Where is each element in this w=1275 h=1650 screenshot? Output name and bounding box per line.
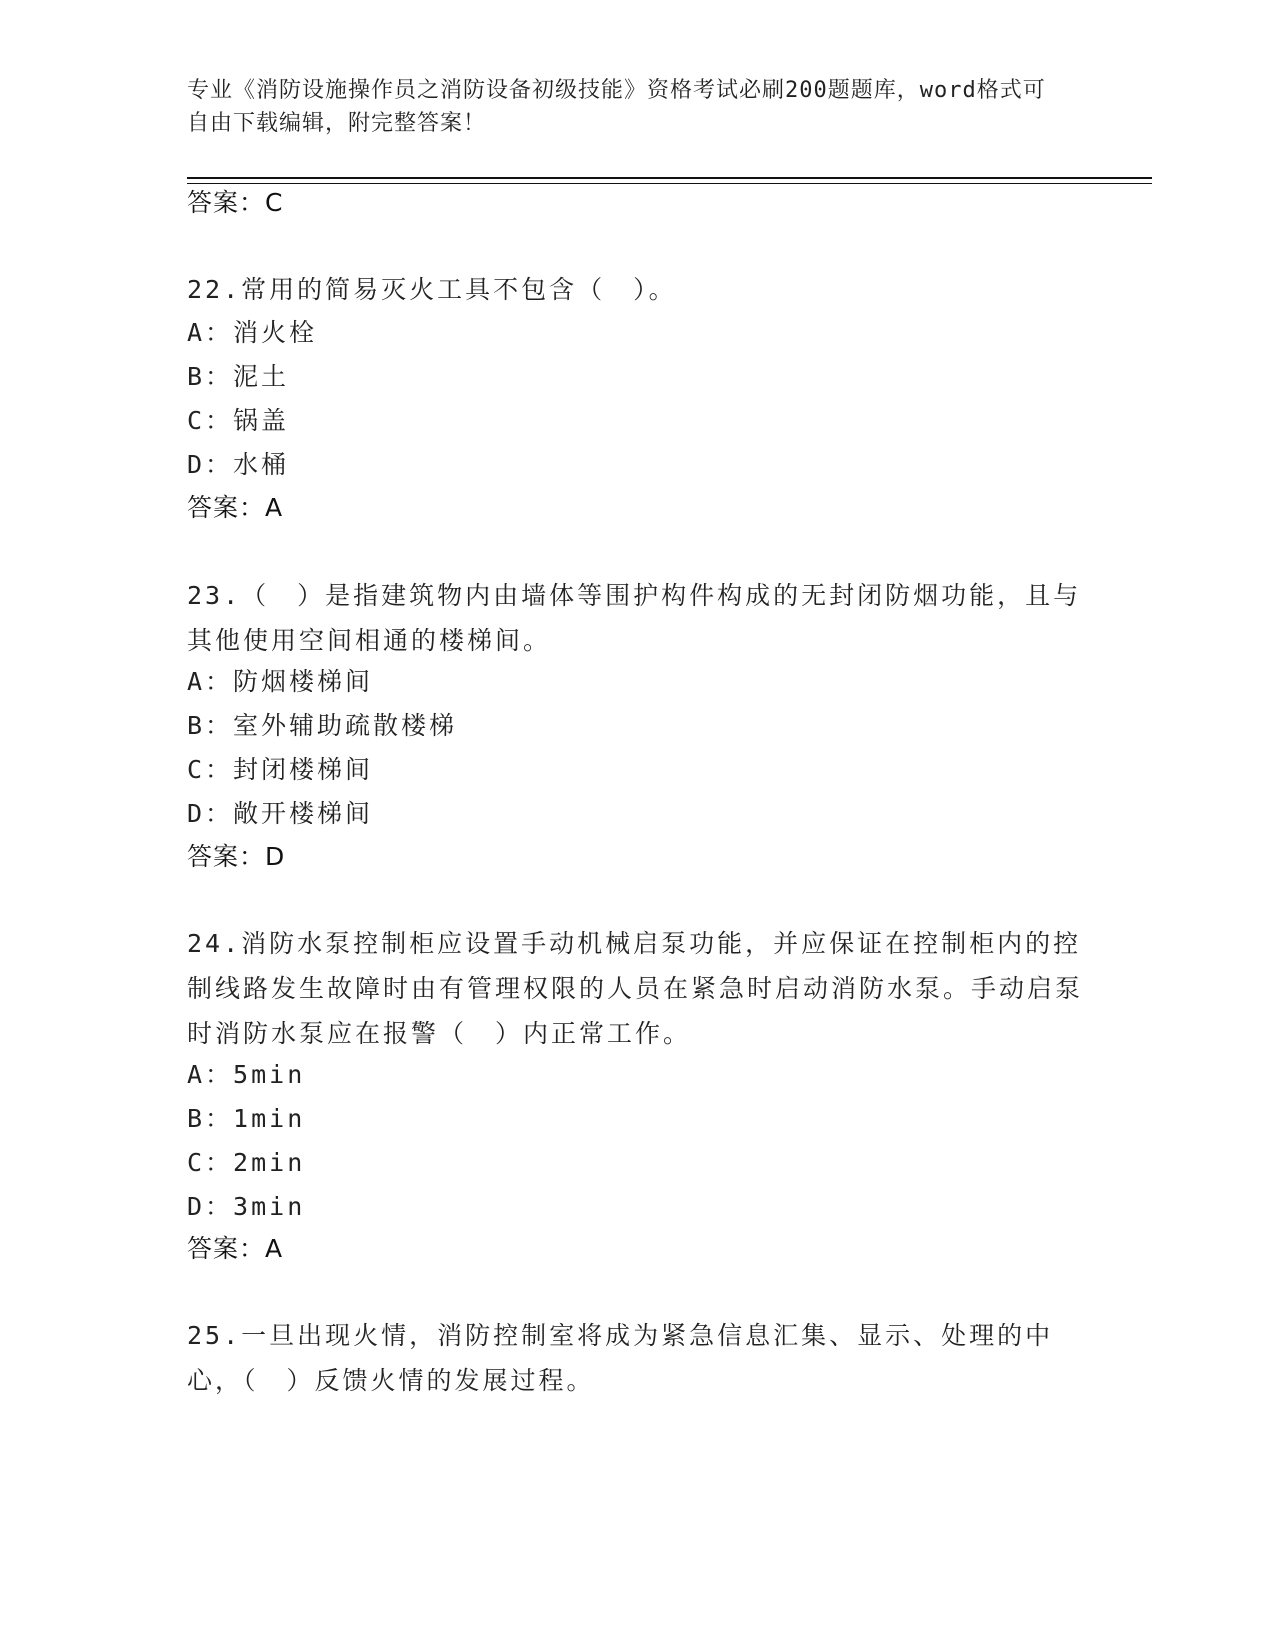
question-23: 23.（ ）是指建筑物内由墙体等围护构件构成的无封闭防烟功能，且与其他使用空间相通的楼梯间。 <box>187 581 1082 655</box>
document-intro: 专业《消防设施操作员之消防设备初级技能》资格考试必刷200题题库，word格式可自由下载编辑，附完整答案！ <box>187 78 1046 136</box>
question-22: 22.常用的简易灭火工具不包含（ ）。 <box>187 275 677 304</box>
q23-option-d: D：敞开楼梯间 <box>187 799 374 828</box>
q24-answer: 答案：A <box>187 1234 284 1263</box>
q24-option-c: C：2min <box>187 1148 306 1177</box>
q22-answer: 答案：A <box>187 493 284 522</box>
question-25: 25.一旦出现火情，消防控制室将成为紧急信息汇集、显示、处理的中心，（ ）反馈火情的发展过程。 <box>187 1321 1054 1395</box>
q22-option-c: C：锅盖 <box>187 406 290 435</box>
q24-option-d: D：3min <box>187 1192 306 1221</box>
q24-option-b: B：1min <box>187 1104 306 1133</box>
q22-option-b: B：泥土 <box>187 362 290 391</box>
question-24: 24.消防水泵控制柜应设置手动机械启泵功能，并应保证在控制柜内的控制线路发生故障时由有管理权限的人员在紧急时启动消防水泵。手动启泵时消防水泵应在报警（ ）内正常工作。 <box>187 929 1084 1048</box>
q23-option-b: B：室外辅助疏散楼梯 <box>187 711 458 740</box>
q22-option-a: A：消火栓 <box>187 318 318 347</box>
header-divider-thin <box>187 183 1152 184</box>
q23-answer: 答案：D <box>187 842 286 871</box>
answer-21: 答案：C <box>187 188 284 217</box>
q23-option-c: C：封闭楼梯间 <box>187 755 374 784</box>
q22-option-d: D：水桶 <box>187 450 290 479</box>
header-divider-thick <box>187 177 1152 179</box>
q24-option-a: A：5min <box>187 1060 306 1089</box>
q23-option-a: A：防烟楼梯间 <box>187 667 374 696</box>
